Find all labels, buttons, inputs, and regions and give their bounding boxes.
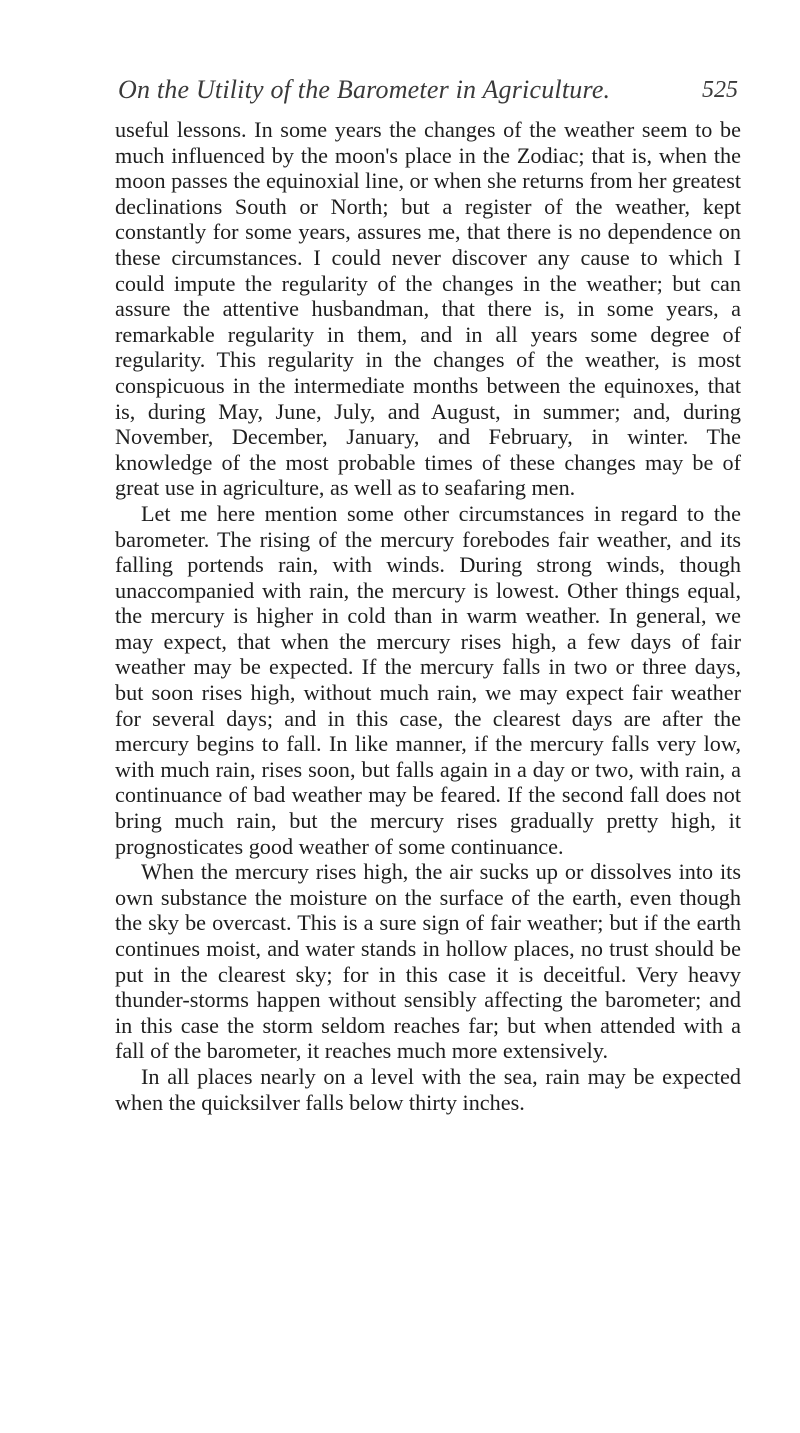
- paragraph-3: When the mercury rises high, the air sucks up or dissolves into its own substance the moisture on the surface of the earth, even though the sky be overcast. This is a sure sign of fair weather; but if the earth continues moist, and water stands in hollow places, no trust should be put in the clearest sky; for in this case it is deceitful. Very heavy thunder-storms happen without sensibly affecting the barometer; and in this case the storm seldom reaches far; but when attended with a fall of the barometer, it reaches much more extensively.: [115, 859, 741, 1064]
- running-head: [118, 75, 738, 109]
- running-title: On the Utility of the Barometer in Agriculture.: [118, 75, 611, 104]
- body-text: [115, 117, 741, 1115]
- paragraph-1: useful lessons. In some years the changes of the weather seem to be much influenced by the moon's place in the Zodiac; that is, when the moon passes the equinoxial line, or when she returns from her greatest declinations South or North; but a register of the weather, kept constantly for some years, assures me, that there is no dependence on these circumstances. I could never discover any cause to which I could impute the regularity of the changes in the weather; but can assure the attentive husbandman, that there is, in some years, a remarkable regularity in them, and in all years some degree of regularity. This regularity in the changes of the weather, is most conspicuous in the intermediate months between the equinoxes, that is, during May, June, July, and August, in summer; and, during November, December, January, and February, in winter. The knowledge of the most probable times of these changes may be of great use in agriculture, as well as to seafaring men.: [115, 117, 742, 501]
- paragraph-4: In all places nearly on a level with the sea, rain may be expected when the quicksilver falls below thirty inches.: [115, 1063, 741, 1115]
- page-number: 525: [702, 77, 738, 103]
- paragraph-2: Let me here mention some other circumstances in regard to the barometer. The rising of the mercury forebodes fair weather, and its falling portends rain, with winds. During strong winds, though unaccompanied with rain, the mercury is lowest. Other things equal, the mercury is higher in cold than in warm weather. In general, we may expect, that when the mercury rises high, a few days of fair weather may be expected. If the mercury falls in two or three days, but soon rises high, without much rain, we may expect fair weather for several days; and in this case, the clearest days are after the mercury begins to fall. In like manner, if the mercury falls very low, with much rain, rises soon, but falls again in a day or two, with rain, a continuance of bad weather may be feared. If the second fall does not bring much rain, but the mercury rises gradually pretty high, it prognosticates good weather of some continuance.: [115, 500, 741, 859]
